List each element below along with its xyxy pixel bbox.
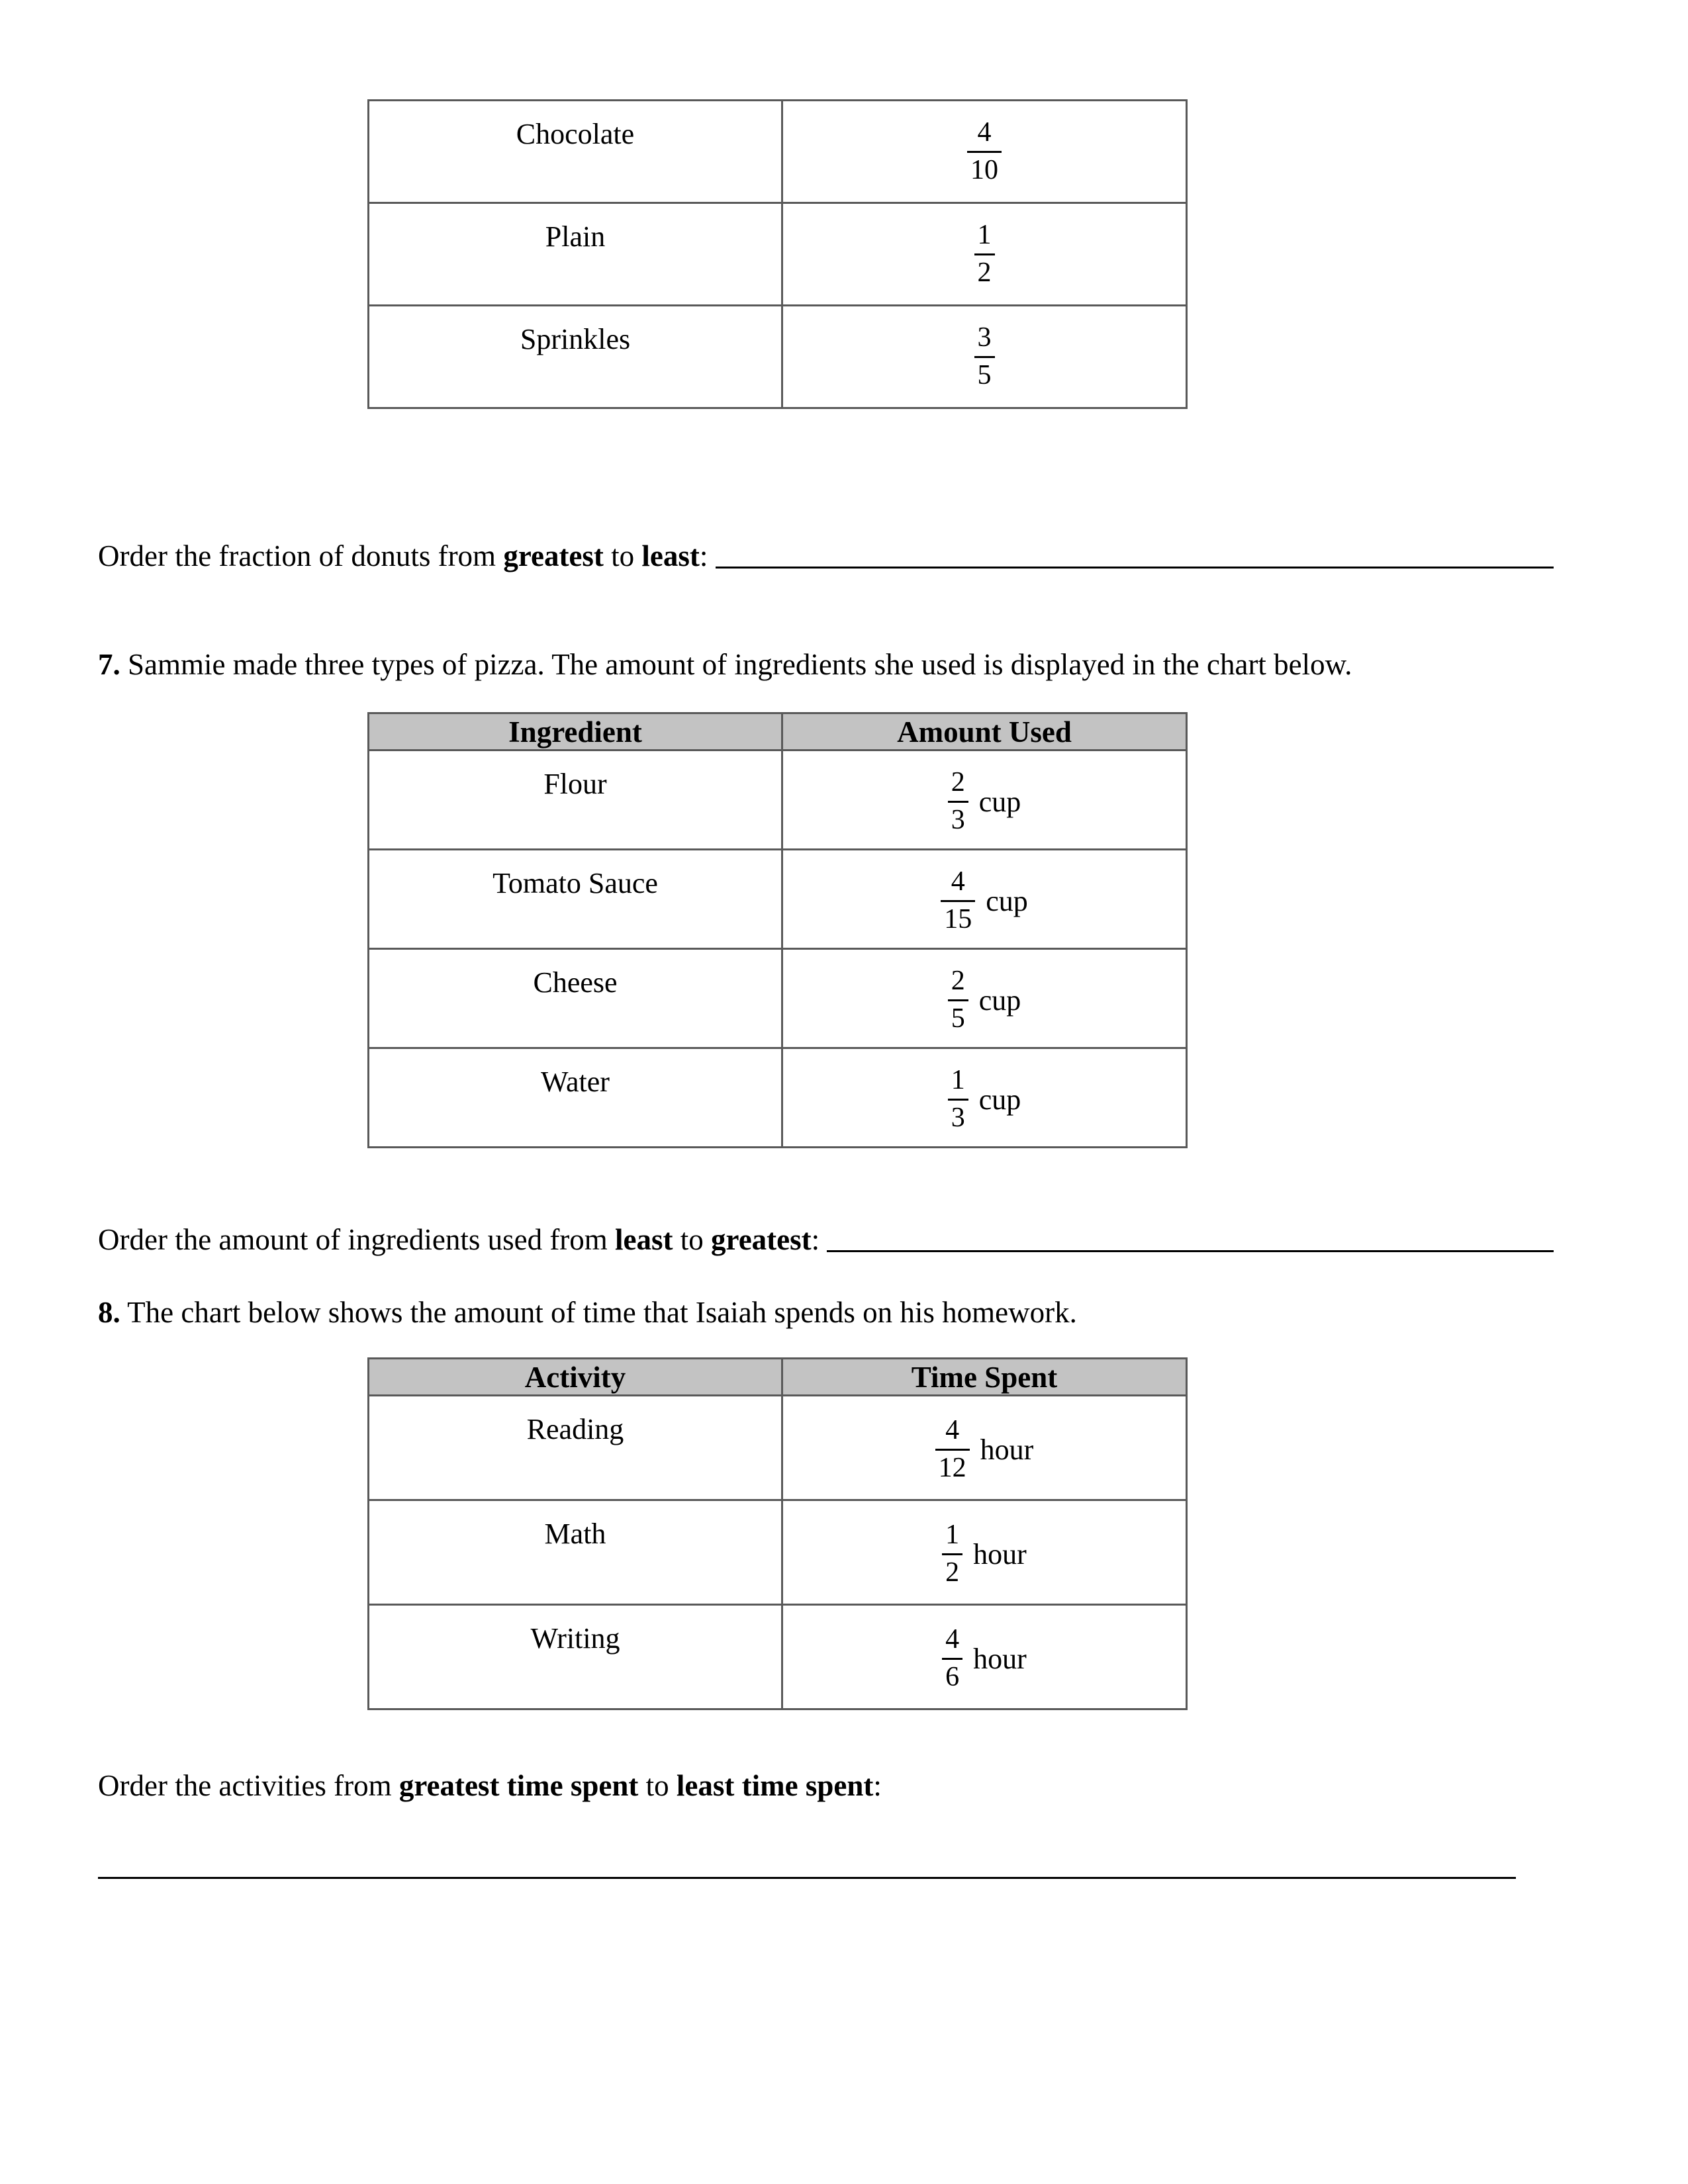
prompt-text: to xyxy=(673,1223,712,1256)
q7-order-prompt xyxy=(98,1222,1590,1257)
fraction-numerator: 2 xyxy=(951,966,965,997)
donut-fraction-cell xyxy=(782,203,1187,306)
amount-cell xyxy=(782,850,1187,949)
ingredient-label: Cheese xyxy=(369,949,782,1048)
table-header-row xyxy=(369,713,1187,751)
table-row xyxy=(369,1396,1187,1500)
table-row xyxy=(369,751,1187,850)
unit-label: hour xyxy=(973,1642,1027,1675)
prompt-text: to xyxy=(603,539,642,572)
measure xyxy=(942,1520,1027,1588)
fraction-numerator: 4 xyxy=(945,1415,960,1446)
fraction-numerator: 1 xyxy=(945,1520,960,1551)
fraction-bar xyxy=(974,356,995,358)
fraction-bar xyxy=(935,1449,970,1451)
measure xyxy=(942,1624,1027,1692)
answer-blank-line xyxy=(716,567,1554,569)
fraction-bar xyxy=(948,999,968,1001)
prompt-bold: least time spent xyxy=(676,1769,874,1802)
fraction xyxy=(974,220,995,288)
measure xyxy=(948,767,1021,835)
fraction-denominator: 3 xyxy=(951,804,965,835)
fraction-bar xyxy=(942,1553,962,1555)
fraction xyxy=(935,1415,970,1483)
prompt-text: : xyxy=(699,539,716,572)
fraction-numerator: 4 xyxy=(945,1624,960,1655)
answer-blank-line xyxy=(98,1877,1516,1879)
question-number: 7. xyxy=(98,648,120,681)
time-cell xyxy=(782,1396,1187,1500)
q6-order-prompt xyxy=(98,539,1590,573)
prompt-bold: least xyxy=(615,1223,673,1256)
fraction-numerator: 4 xyxy=(951,866,965,897)
table-row xyxy=(369,850,1187,949)
table-row xyxy=(369,101,1187,203)
fraction-numerator: 1 xyxy=(951,1065,965,1096)
fraction-bar xyxy=(948,801,968,803)
prompt-text: Order the fraction of donuts from xyxy=(98,539,504,572)
fraction-bar xyxy=(942,1658,962,1660)
table-row xyxy=(369,1605,1187,1709)
measure xyxy=(948,1065,1021,1133)
activity-label: Reading xyxy=(369,1396,782,1500)
question-8 xyxy=(98,1295,1590,1330)
unit-label: cup xyxy=(978,1083,1021,1116)
fraction-denominator: 10 xyxy=(970,154,998,185)
column-header-time-spent: Time Spent xyxy=(782,1359,1187,1396)
prompt-bold: greatest xyxy=(711,1223,812,1256)
measure xyxy=(948,966,1021,1034)
donut-fraction-cell xyxy=(782,306,1187,408)
question-text: The chart below shows the amount of time that Isaiah spends on his homework. xyxy=(120,1296,1077,1329)
unit-label: hour xyxy=(973,1537,1027,1570)
unit-label: cup xyxy=(978,785,1021,818)
table-row xyxy=(369,1500,1187,1605)
table-header-row xyxy=(369,1359,1187,1396)
amount-cell xyxy=(782,751,1187,850)
fraction xyxy=(948,1065,968,1133)
fraction-numerator: 2 xyxy=(951,767,965,798)
column-header-amount-used: Amount Used xyxy=(782,713,1187,751)
fraction-bar xyxy=(974,253,995,255)
time-cell xyxy=(782,1605,1187,1709)
table-row xyxy=(369,1048,1187,1148)
fraction-numerator: 1 xyxy=(977,220,992,251)
prompt-bold: greatest xyxy=(503,539,604,572)
prompt-text: : xyxy=(873,1769,882,1802)
ingredient-label: Flour xyxy=(369,751,782,850)
ingredient-label: Tomato Sauce xyxy=(369,850,782,949)
fraction xyxy=(942,1624,962,1692)
q8-order-prompt xyxy=(98,1768,1590,1803)
table-row xyxy=(369,306,1187,408)
prompt-text: : xyxy=(811,1223,827,1256)
answer-blank-line xyxy=(827,1250,1554,1252)
fraction xyxy=(948,767,968,835)
fraction-denominator: 5 xyxy=(977,359,992,390)
fraction-numerator: 3 xyxy=(977,322,992,353)
activity-label: Writing xyxy=(369,1605,782,1709)
activity-label: Math xyxy=(369,1500,782,1605)
prompt-text: to xyxy=(638,1769,677,1802)
fraction-denominator: 2 xyxy=(945,1557,960,1588)
unit-label: cup xyxy=(986,884,1028,917)
donut-fractions-table xyxy=(367,99,1188,409)
fraction-denominator: 2 xyxy=(977,257,992,288)
column-header-ingredient: Ingredient xyxy=(369,713,782,751)
fraction-denominator: 12 xyxy=(938,1452,966,1483)
time-cell xyxy=(782,1500,1187,1605)
donut-type-label: Chocolate xyxy=(369,101,782,203)
column-header-activity: Activity xyxy=(369,1359,782,1396)
fraction xyxy=(941,866,975,934)
fraction xyxy=(948,966,968,1034)
table-row xyxy=(369,949,1187,1048)
fraction xyxy=(942,1520,962,1588)
fraction xyxy=(974,322,995,390)
prompt-text: Order the activities from xyxy=(98,1769,399,1802)
unit-label: cup xyxy=(978,983,1021,1017)
ingredient-label: Water xyxy=(369,1048,782,1148)
prompt-text: Order the amount of ingredients used from xyxy=(98,1223,616,1256)
amount-cell xyxy=(782,1048,1187,1148)
fraction-denominator: 5 xyxy=(951,1003,965,1034)
table-row xyxy=(369,203,1187,306)
activities-table xyxy=(367,1357,1188,1710)
ingredients-table xyxy=(367,712,1188,1148)
fraction-denominator: 6 xyxy=(945,1661,960,1692)
donut-type-label: Sprinkles xyxy=(369,306,782,408)
question-text: Sammie made three types of pizza. The amount of ingredients she used is displayed in the chart below. xyxy=(120,648,1352,681)
measure xyxy=(935,1415,1034,1483)
question-7 xyxy=(98,647,1590,682)
measure xyxy=(941,866,1028,934)
fraction-denominator: 15 xyxy=(944,903,972,934)
fraction-numerator: 4 xyxy=(977,117,992,148)
fraction-bar xyxy=(941,900,975,902)
prompt-bold: greatest time spent xyxy=(399,1769,639,1802)
fraction-denominator: 3 xyxy=(951,1102,965,1133)
amount-cell xyxy=(782,949,1187,1048)
fraction-bar xyxy=(967,151,1002,153)
fraction-bar xyxy=(948,1099,968,1101)
donut-fraction-cell xyxy=(782,101,1187,203)
donut-type-label: Plain xyxy=(369,203,782,306)
unit-label: hour xyxy=(980,1433,1034,1466)
fraction xyxy=(967,117,1002,185)
question-number: 8. xyxy=(98,1296,120,1329)
prompt-bold: least xyxy=(641,539,700,572)
